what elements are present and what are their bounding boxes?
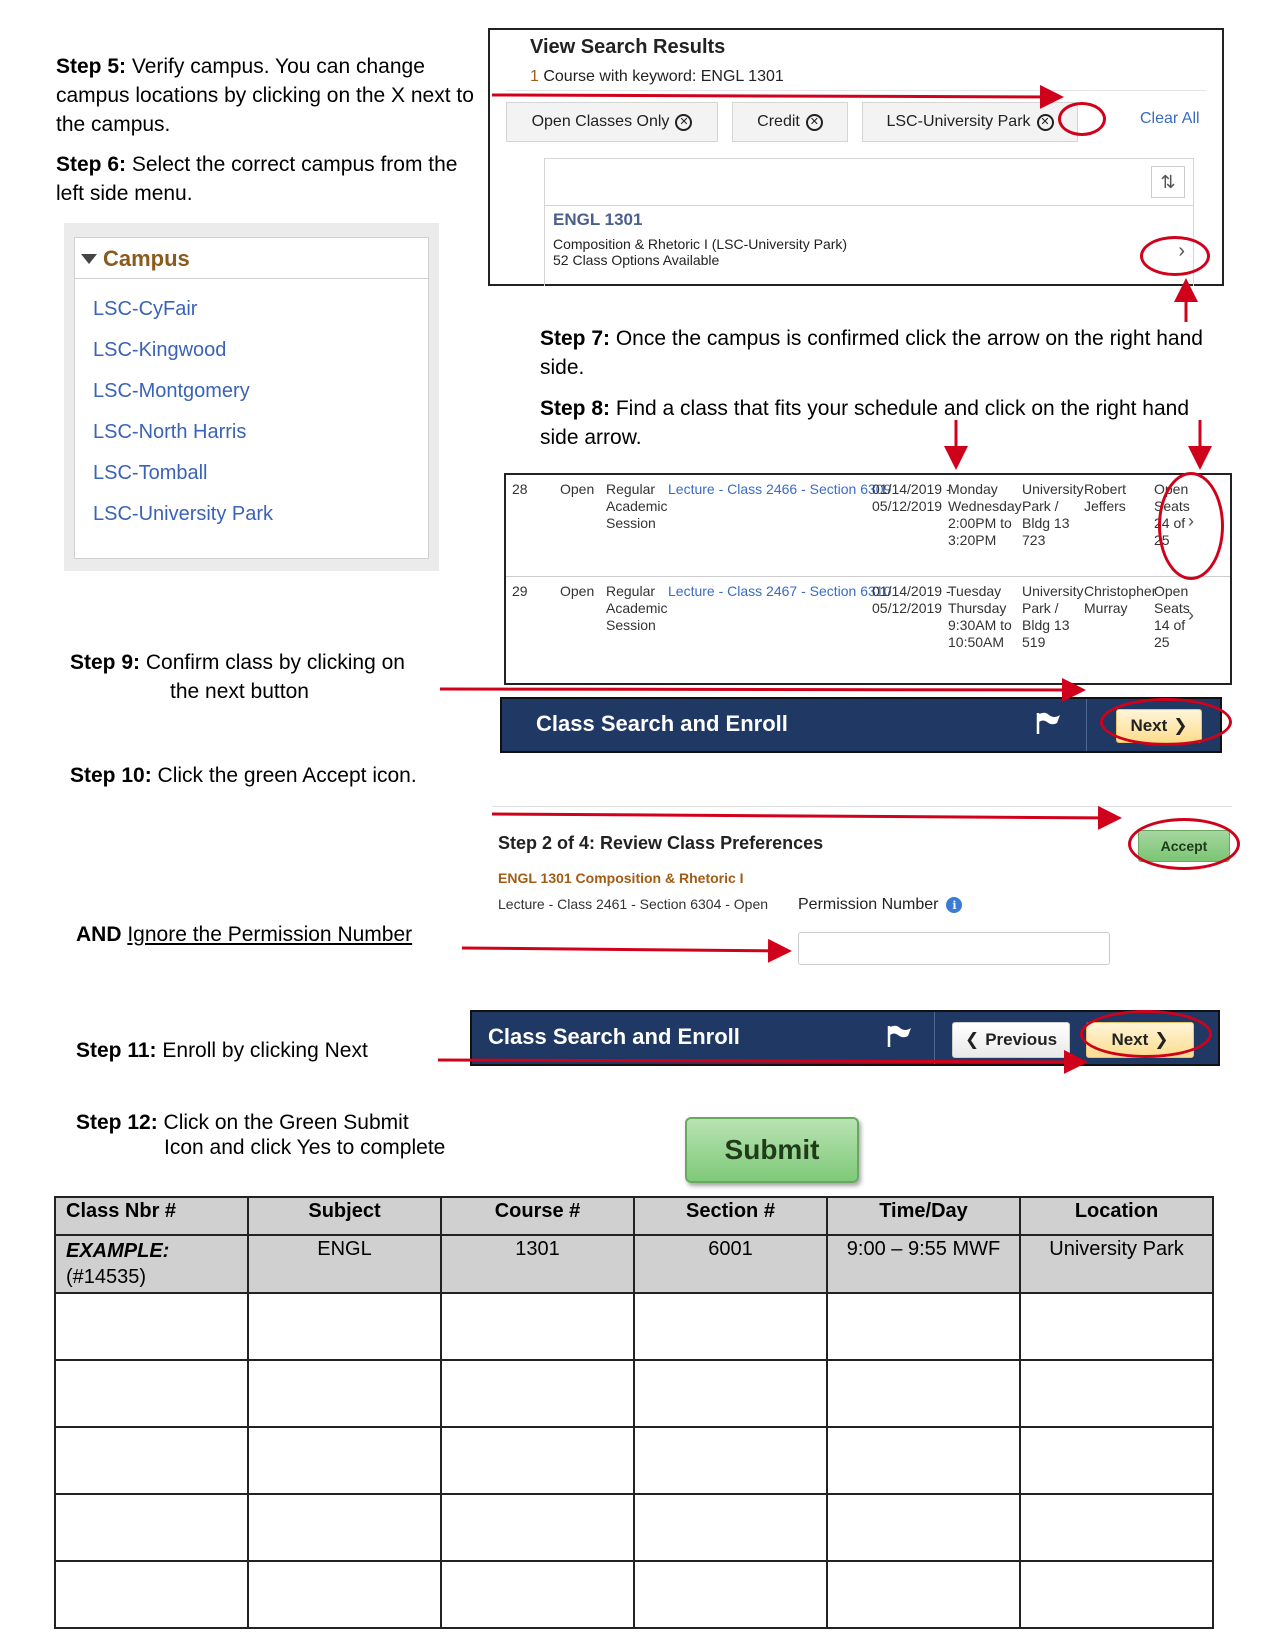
remove-filter-icon[interactable]: ✕ <box>806 114 823 131</box>
table-cell[interactable] <box>1020 1427 1213 1494</box>
flag-icon[interactable] <box>886 1024 912 1048</box>
course-description <box>553 236 847 268</box>
review-title: Step 2 of 4: Review Class Preferences <box>498 833 824 853</box>
divider <box>75 278 428 279</box>
row-session <box>606 583 667 634</box>
example-time: 9:00 – 9:55 MWF <box>827 1235 1020 1293</box>
divider <box>492 806 1232 807</box>
row-number: 29 <box>512 583 528 599</box>
class-section-link[interactable]: Lecture - Class 2466 - Section 6309 <box>668 481 892 497</box>
row-room <box>1022 481 1083 549</box>
submit-button[interactable]: Submit <box>685 1117 859 1183</box>
room-line: Park / <box>1022 600 1059 616</box>
example-label: EXAMPLE: <box>66 1240 170 1262</box>
row-seats <box>1154 481 1190 549</box>
result-count: 1 <box>530 68 539 85</box>
instructor-line: Christopher <box>1084 583 1157 599</box>
chevron-right-icon: ❯ <box>1154 1030 1169 1049</box>
row-session <box>606 481 667 532</box>
chevron-right-icon: ❯ <box>1173 716 1188 735</box>
table-cell[interactable] <box>55 1360 248 1427</box>
step-10-body: Click the green Accept icon. <box>151 764 417 787</box>
step-8-text <box>540 394 1220 452</box>
campus-heading-label: Campus <box>103 246 190 271</box>
campus-item-cyfair[interactable]: LSC-CyFair <box>93 298 198 320</box>
chevron-right-icon[interactable]: › <box>1188 605 1194 625</box>
campus-item-kingwood[interactable]: LSC-Kingwood <box>93 339 227 361</box>
filter-credit[interactable] <box>732 102 848 142</box>
campus-item-montgomery[interactable]: LSC-Montgomery <box>93 380 250 402</box>
table-cell[interactable] <box>1020 1494 1213 1561</box>
chevron-right-icon[interactable]: › <box>1178 240 1185 262</box>
step-6-body: Select the correct campus from the left side menu. <box>56 153 458 205</box>
row-number: 28 <box>512 481 528 497</box>
table-cell[interactable] <box>827 1494 1020 1561</box>
room-line: 519 <box>1022 634 1046 650</box>
permission-label-text: Permission Number <box>798 896 939 913</box>
course-result[interactable] <box>544 206 1194 286</box>
session-line: Session <box>606 617 656 633</box>
campus-item-north-harris[interactable]: LSC-North Harris <box>93 421 247 443</box>
chevron-left-icon: ❮ <box>964 1030 980 1049</box>
table-header-row <box>55 1197 1213 1235</box>
room-line: Park / <box>1022 498 1059 514</box>
room-line: 723 <box>1022 532 1046 548</box>
step-5-label: Step 5: <box>56 55 127 78</box>
caret-down-icon <box>81 254 97 264</box>
row-status: Open <box>560 481 595 497</box>
table-cell[interactable] <box>441 1360 634 1427</box>
days-line: Tuesday <box>948 583 1002 599</box>
review-course: ENGL 1301 Composition & Rhetoric I <box>498 870 744 886</box>
step-7-text <box>540 324 1220 382</box>
date-line: 01/14/2019 - <box>872 583 951 599</box>
campus-menu-heading[interactable] <box>81 246 190 272</box>
table-cell[interactable] <box>248 1561 441 1628</box>
filter-campus[interactable] <box>862 102 1078 142</box>
example-class-nbr <box>55 1235 248 1293</box>
session-line: Session <box>606 515 656 531</box>
permission-label <box>798 896 962 914</box>
filter-label: Credit <box>757 113 800 130</box>
table-cell[interactable] <box>441 1427 634 1494</box>
instructor-line: Murray <box>1084 600 1128 616</box>
next-label: Next <box>1111 1030 1149 1049</box>
row-dates <box>872 583 951 617</box>
table-cell[interactable] <box>55 1293 248 1360</box>
remove-filter-icon[interactable]: ✕ <box>675 114 692 131</box>
class-row[interactable] <box>506 475 1230 579</box>
col-time-day: Time/Day <box>827 1197 1020 1235</box>
col-location: Location <box>1020 1197 1213 1235</box>
class-section-link[interactable]: Lecture - Class 2467 - Section 6310 <box>668 583 892 599</box>
example-subject: ENGL <box>248 1235 441 1293</box>
days-line: 3:20PM <box>948 532 997 548</box>
seats-line: Open <box>1154 583 1189 599</box>
class-search-enroll-bar-2 <box>470 1010 1220 1066</box>
example-nbr: (#14535) <box>66 1266 147 1288</box>
step-7-body: Once the campus is confirmed click the arrow on the right hand side. <box>540 327 1203 379</box>
table-cell[interactable] <box>55 1427 248 1494</box>
col-course: Course # <box>441 1197 634 1235</box>
schedule-table <box>54 1196 1214 1629</box>
and-label: AND <box>76 923 122 946</box>
table-cell[interactable] <box>827 1561 1020 1628</box>
table-cell[interactable] <box>634 1494 827 1561</box>
table-cell[interactable] <box>55 1494 248 1561</box>
table-row <box>55 1561 1213 1628</box>
table-cell[interactable] <box>248 1494 441 1561</box>
step-11-label: Step 11: <box>76 1039 157 1062</box>
bar-title: Class Search and Enroll <box>536 711 788 736</box>
course-name: ENGL 1301 <box>553 210 643 229</box>
table-cell[interactable] <box>634 1561 827 1628</box>
step-8-label: Step 8: <box>540 397 611 420</box>
accept-button[interactable]: Accept <box>1138 830 1230 862</box>
row-instructor <box>1084 481 1126 515</box>
step-12-body: Click on the Green Submit <box>157 1111 409 1134</box>
row-seats <box>1154 583 1190 651</box>
room-line: University <box>1022 583 1084 599</box>
info-icon[interactable]: i <box>946 897 962 913</box>
seats-line: Open <box>1154 481 1189 497</box>
arrow <box>492 814 1116 818</box>
sort-bar <box>544 158 1194 206</box>
row-days-time <box>948 583 1012 651</box>
table-cell[interactable] <box>634 1427 827 1494</box>
next-label: Next <box>1130 716 1168 735</box>
table-cell[interactable] <box>248 1360 441 1427</box>
campus-menu-wrapper <box>64 223 439 571</box>
session-line: Regular <box>606 583 656 599</box>
room-line: Bldg 13 <box>1022 617 1070 633</box>
table-row <box>55 1360 1213 1427</box>
step-9-body-2: the next button <box>170 680 309 703</box>
chevron-right-icon[interactable]: › <box>1188 511 1194 531</box>
step-12-body-2: Icon and click Yes to complete <box>164 1136 446 1159</box>
days-line: 2:00PM to <box>948 515 1012 531</box>
days-line: Monday <box>948 481 998 497</box>
seats-line: 24 of <box>1154 515 1186 531</box>
seats-line: 14 of <box>1154 617 1186 633</box>
step-9-text <box>70 648 500 706</box>
review-section: Lecture - Class 2461 - Section 6304 - Open <box>498 896 769 912</box>
table-cell[interactable] <box>1020 1561 1213 1628</box>
table-cell[interactable] <box>1020 1360 1213 1427</box>
step-12-text <box>76 1110 536 1160</box>
permission-number-input[interactable] <box>798 932 1110 965</box>
table-cell[interactable] <box>441 1494 634 1561</box>
course-options-count: 52 Class Options Available <box>553 252 720 268</box>
step-5-text <box>56 52 476 139</box>
seats-line: 25 <box>1154 532 1170 548</box>
search-results-panel <box>488 28 1224 286</box>
table-row <box>55 1427 1213 1494</box>
arrow <box>440 689 1080 690</box>
table-row-example <box>55 1235 1213 1293</box>
table-cell[interactable] <box>634 1293 827 1360</box>
step-7-label: Step 7: <box>540 327 611 350</box>
search-results-title: View Search Results <box>530 36 726 58</box>
flag-icon[interactable] <box>1035 711 1061 735</box>
step-6-label: Step 6: <box>56 153 127 176</box>
days-line: Thursday <box>948 600 1007 616</box>
step-9-body: Confirm class by clicking on <box>140 651 405 674</box>
step-8-body: Find a class that fits your schedule and click on the right hand side arrow. <box>540 397 1190 449</box>
sort-icon[interactable]: ⇅ <box>1151 166 1185 198</box>
course-title-campus: Composition & Rhetoric I (LSC-University Park) <box>553 236 848 252</box>
instructor-line: Robert <box>1084 481 1127 497</box>
session-line: Regular <box>606 481 656 497</box>
seats-line: 25 <box>1154 634 1170 650</box>
seats-line: Seats <box>1154 498 1190 514</box>
campus-item-university-park[interactable]: LSC-University Park <box>93 503 274 525</box>
days-line: 10:50AM <box>948 634 1005 650</box>
step-10-text <box>70 761 510 790</box>
table-cell[interactable] <box>441 1293 634 1360</box>
example-location: University Park <box>1020 1235 1213 1293</box>
session-line: Academic <box>606 600 668 616</box>
row-instructor <box>1084 583 1156 617</box>
step-9-label: Step 9: <box>70 651 141 674</box>
date-line: 05/12/2019 <box>872 498 943 514</box>
search-keyword-summary <box>530 68 784 86</box>
step-12-label: Step 12: <box>76 1111 158 1134</box>
remove-filter-icon[interactable]: ✕ <box>1037 114 1054 131</box>
days-line: Wednesday <box>948 498 1022 514</box>
instructor-line: Jeffers <box>1084 498 1126 514</box>
filter-label: Open Classes Only <box>531 113 670 130</box>
table-row <box>55 1494 1213 1561</box>
step-11-body: Enroll by clicking Next <box>156 1039 368 1062</box>
step-11-text <box>76 1036 496 1065</box>
col-subject: Subject <box>248 1197 441 1235</box>
step-5-body: Verify campus. You can change campus locations by clicking on the X next to the campus. <box>56 55 474 136</box>
table-cell[interactable] <box>441 1561 634 1628</box>
next-button[interactable] <box>1086 1022 1194 1058</box>
step-6-text <box>56 150 476 208</box>
table-cell[interactable] <box>827 1293 1020 1360</box>
table-cell[interactable] <box>248 1293 441 1360</box>
filter-open-classes[interactable] <box>506 102 718 142</box>
seats-line: Seats <box>1154 600 1190 616</box>
table-cell[interactable] <box>55 1561 248 1628</box>
campus-menu <box>74 237 429 559</box>
room-line: University <box>1022 481 1084 497</box>
ignore-permission-text: Ignore the Permission Number <box>127 923 413 946</box>
table-cell[interactable] <box>827 1427 1020 1494</box>
room-line: Bldg 13 <box>1022 515 1070 531</box>
class-row[interactable] <box>506 577 1230 681</box>
session-line: Academic <box>606 498 668 514</box>
row-status: Open <box>560 583 595 599</box>
previous-label: Previous <box>985 1030 1058 1049</box>
row-room <box>1022 583 1083 651</box>
keyword-text: Course with keyword: ENGL 1301 <box>538 68 784 85</box>
previous-button[interactable] <box>952 1022 1070 1058</box>
clear-all-link[interactable]: Clear All <box>1140 110 1200 127</box>
date-line: 01/14/2019 - <box>872 481 951 497</box>
campus-item-tomball[interactable]: LSC-Tomball <box>93 462 208 484</box>
table-cell[interactable] <box>827 1360 1020 1427</box>
table-cell[interactable] <box>634 1360 827 1427</box>
and-ignore-text <box>76 920 516 949</box>
example-section: 6001 <box>634 1235 827 1293</box>
filter-label: LSC-University Park <box>886 113 1031 130</box>
table-cell[interactable] <box>1020 1293 1213 1360</box>
days-line: 9:30AM to <box>948 617 1012 633</box>
class-search-enroll-bar <box>500 697 1222 753</box>
col-class-nbr: Class Nbr # <box>55 1197 248 1235</box>
row-dates <box>872 481 951 515</box>
bar-title: Class Search and Enroll <box>488 1024 740 1049</box>
class-options-list <box>504 473 1232 685</box>
date-line: 05/12/2019 <box>872 600 943 616</box>
row-days-time <box>948 481 1022 549</box>
step-10-label: Step 10: <box>70 764 152 787</box>
next-button[interactable] <box>1116 709 1202 743</box>
col-section: Section # <box>634 1197 827 1235</box>
table-cell[interactable] <box>248 1427 441 1494</box>
example-course: 1301 <box>441 1235 634 1293</box>
table-row <box>55 1293 1213 1360</box>
